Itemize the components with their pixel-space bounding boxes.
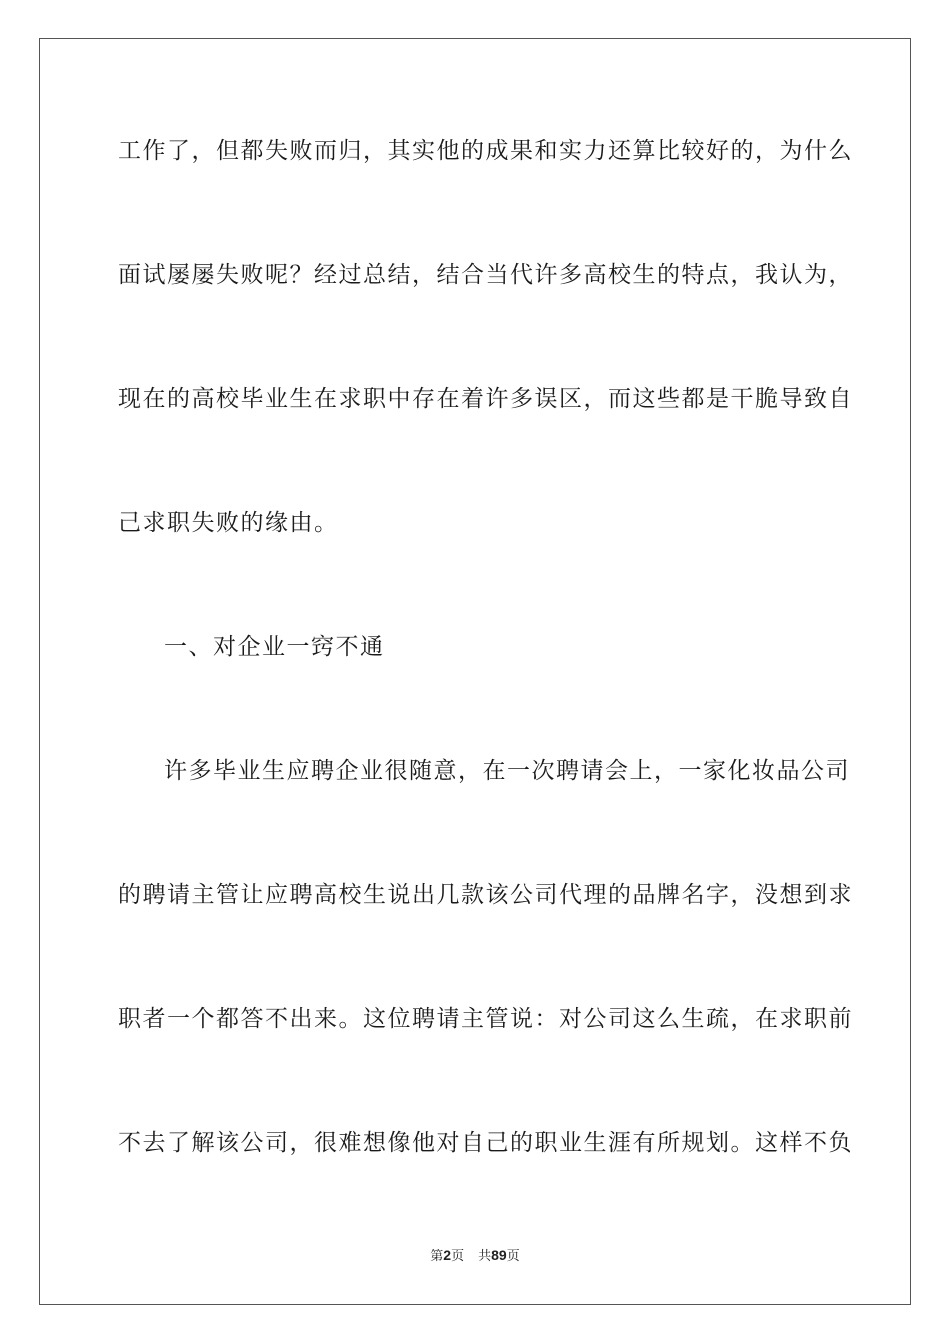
paragraph-line-6: 的聘请主管让应聘高校生说出几款该公司代理的品牌名字，没想到求 — [118, 882, 853, 908]
paragraph-line-5: 许多毕业生应聘企业很随意，在一次聘请会上，一家化妆品公司 — [164, 758, 850, 784]
page-border — [39, 38, 911, 1305]
page-number: 2 — [443, 1247, 452, 1263]
section-heading: 一、对企业一窍不通 — [164, 634, 385, 660]
paragraph-line-7: 职者一个都答不出来。这位聘请主管说：对公司这么生疏，在求职前 — [118, 1006, 853, 1032]
total-suffix: 页 — [506, 1249, 520, 1264]
page-prefix: 第 — [430, 1249, 444, 1264]
paragraph-line-1: 工作了，但都失败而归，其实他的成果和实力还算比较好的，为什么 — [118, 138, 853, 164]
page-footer — [0, 1246, 950, 1266]
paragraph-line-8: 不去了解该公司，很难想像他对自己的职业生涯有所规划。这样不负 — [118, 1130, 853, 1156]
total-prefix: 共 — [478, 1249, 492, 1264]
paragraph-line-2: 面试屡屡失败呢？经过总结，结合当代许多高校生的特点，我认为， — [118, 262, 853, 288]
total-pages: 89 — [491, 1247, 507, 1263]
paragraph-line-4: 己求职失败的缘由。 — [118, 510, 339, 536]
page-suffix: 页 — [451, 1249, 465, 1264]
paragraph-line-3: 现在的高校毕业生在求职中存在着许多误区，而这些都是干脆导致自 — [118, 386, 853, 412]
